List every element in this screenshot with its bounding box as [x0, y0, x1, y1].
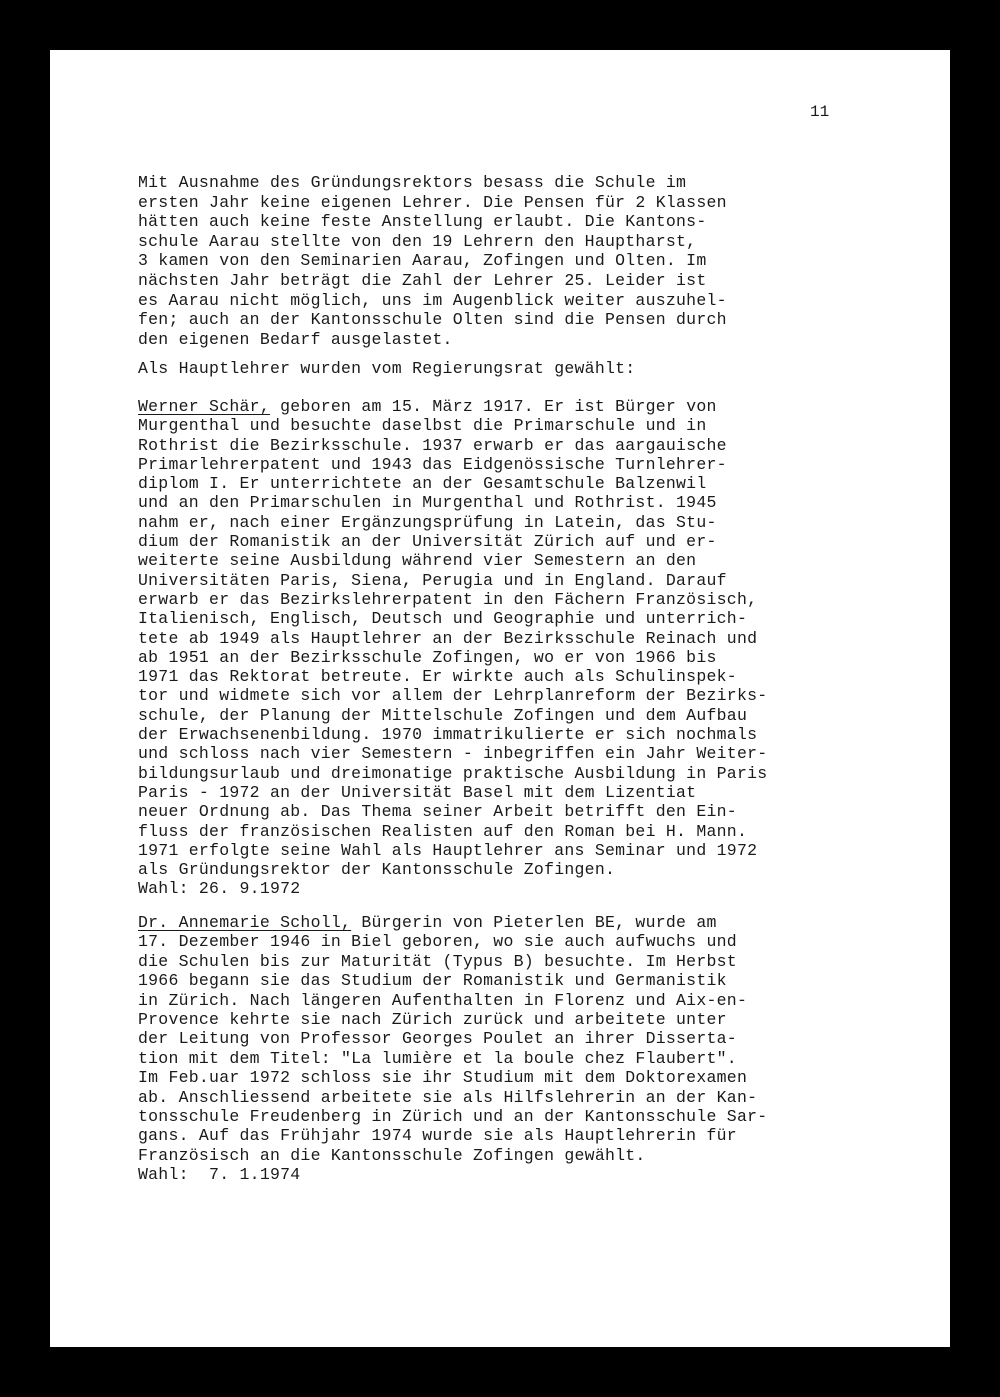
election-date: Wahl: 7. 1.1974: [138, 1165, 301, 1185]
intro-paragraph: Mit Ausnahme des Gründungsrektors besass die Schule im ersten Jahr keine eigenen Lehrer. Die Pensen für 2 Klassen hätten auch keine feste Anstellung erlaubt. Die Kantons- schule Aarau stellte von den 19 Lehrern den Hauptharst, 3 kamen von den Seminarien Aarau, Zofingen und Olten. Im nächsten Jahr beträgt die Zahl der Lehrer 25. Leider ist es Aarau nicht möglich, uns im Augenblick weiter auszuhel- fen; auch an der Kantonsschule Olten sind die Pensen durch den eigenen Bedarf ausgelastet.: [138, 173, 727, 349]
person-name: Dr. Annemarie Scholl,: [138, 913, 352, 932]
page-number: 11: [810, 103, 830, 121]
biography-werner-schaer: [138, 397, 878, 899]
biography-text: geboren am 15. März 1917. Er ist Bürger von Murgenthal und besuchte daselbst die Primarschule und in Rothrist die Bezirksschule. 1937 erwarb er das aargauische Primarlehrerpatent und 1943 das Eidgenössische Turnlehrer- diplom I. Er unterrichtete an der Gesamtschule Balzenwil und an den Primarschulen in Murgenthal und Rothrist. 1945 nahm er, nach einer Ergänzungsprüfung in Latein, das Stu- dium der Romanistik an der Universität Zürich auf und er- weiterte seine Ausbildung während vier Semestern an den Universitäten Paris, Siena, Perugia und in England. Darauf erwarb er das Bezirkslehrerpatent in den Fächern Französisch, Italienisch, Englisch, Deutsch und Geographie und unterrich- tete ab 1949 als Hauptlehrer an der Bezirksschule Reinach und ab 1951 an der Bezirksschule Zofingen, wo er von 1966 bis 1971 das Rektorat betreute. Er wirkte auch als Schulinspek- tor und widmete sich vor allem der Lehrplanreform der Bezirks- schule, der Planung der Mittelschule Zofingen und dem Aufbau der Erwachsenenbildung. 1970 immatrikulierte er sich nochmals und schloss nach vier Semestern - inbegriffen ein Jahr Weiter- bildungsurlaub und dreimonatige praktische Ausbildung in Paris Paris - 1972 an der Universität Basel mit dem Lizentiat neuer Ordnung ab. Das Thema seiner Arbeit betrifft den Ein- fluss der französischen Realisten auf den Roman bei H. Mann. 1971 erfolgte seine Wahl als Hauptlehrer ans Seminar und 1972 als Gründungsrektor der Kantonsschule Zofingen.: [138, 397, 768, 880]
person-name: Werner Schär,: [138, 397, 270, 416]
biography-text: Bürgerin von Pieterlen BE, wurde am 17. Dezember 1946 in Biel geboren, wo sie auch aufwuchs und die Schulen bis zur Maturität (Typus B) besuchte. Im Herbst 1966 begann sie das Studium der Romanistik und Germanistik in Zürich. Nach längeren Aufenthalten in Florenz und Aix-en- Provence kehrte sie nach Zürich zurück und arbeitete unter der Leitung von Professor Georges Poulet an ihrer Disserta- tion mit dem Titel: "La lumière et la boule chez Flaubert". Im Feb.uar 1972 schloss sie ihr Studium mit dem Doktorexamen ab. Anschliessend arbeitete sie als Hilfslehrerin an der Kan- tonsschule Freudenberg in Zürich und an der Kantonsschule Sar- gans. Auf das Frühjahr 1974 wurde sie als Hauptlehrerin für Französisch an die Kantonsschule Zofingen gewählt.: [138, 913, 768, 1165]
biography-annemarie-scholl: [138, 913, 878, 1185]
appointments-heading: Als Hauptlehrer wurden vom Regierungsrat gewählt:: [138, 359, 636, 378]
election-date: Wahl: 26. 9.1972: [138, 879, 301, 899]
